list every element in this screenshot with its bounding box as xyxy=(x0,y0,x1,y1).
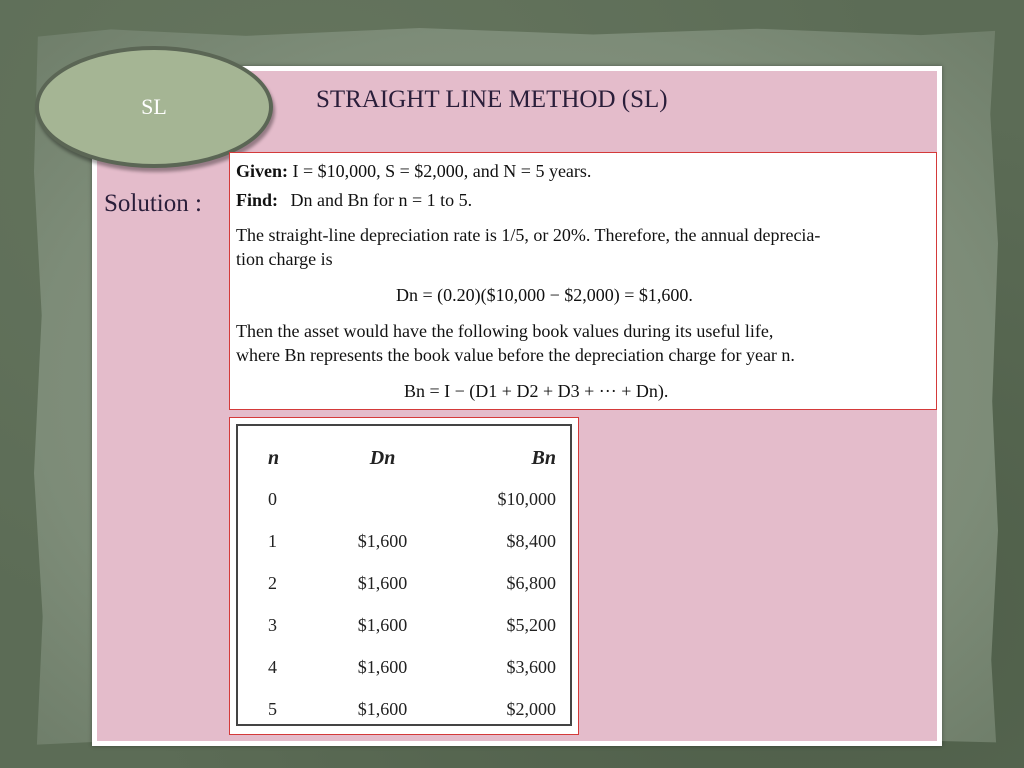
header-dn: Dn xyxy=(369,446,396,469)
header-n: n xyxy=(268,446,280,469)
slide-title: STRAIGHT LINE METHOD (SL) xyxy=(316,86,668,113)
problem-statement-box xyxy=(229,152,937,410)
badge-label: SL xyxy=(141,94,167,119)
book-line-2: where Bn represents the book value before the depreciation charge for year n. xyxy=(236,345,795,365)
table-row xyxy=(246,520,562,562)
cell-dn: $1,600 xyxy=(357,530,408,551)
cell-n: 1 xyxy=(268,530,277,551)
cell-dn: $1,600 xyxy=(357,614,408,635)
rate-line-2: tion charge is xyxy=(236,249,333,269)
sl-badge xyxy=(35,46,273,168)
header-bn: Bn xyxy=(531,446,556,469)
cell-bn: $3,600 xyxy=(506,656,556,677)
table-row xyxy=(246,604,562,646)
book-line-1: Then the asset would have the following book values during its useful life, xyxy=(236,321,774,341)
table-row xyxy=(246,562,562,604)
table-header-row xyxy=(246,438,562,478)
formula-dn: Dn = (0.20)($10,000 − $2,000) = $1,600. xyxy=(396,285,693,305)
cell-bn: $5,200 xyxy=(506,614,556,635)
cell-dn: $1,600 xyxy=(357,698,408,719)
cell-n: 2 xyxy=(268,572,277,593)
table-frame xyxy=(236,424,572,726)
formula-bn: Bn = I − (D1 + D2 + D3 + ··· + Dn). xyxy=(404,381,669,401)
cell-n: 4 xyxy=(268,656,277,677)
cell-bn: $8,400 xyxy=(506,530,556,551)
cell-dn: $1,600 xyxy=(357,656,408,677)
cell-n: 5 xyxy=(268,698,277,719)
cell-n: 3 xyxy=(268,614,277,635)
cell-dn: $1,600 xyxy=(357,572,408,593)
cell-bn: $10,000 xyxy=(497,488,556,509)
solution-label: Solution : xyxy=(104,190,202,217)
find-text: Dn and Bn for n = 1 to 5. xyxy=(290,190,473,210)
table-row xyxy=(246,478,562,520)
given-text: I = $10,000, S = $2,000, and N = 5 years. xyxy=(292,161,592,181)
book-value-table xyxy=(246,438,562,730)
find-line xyxy=(236,190,472,211)
book-value-table-box xyxy=(229,417,579,735)
table-row xyxy=(246,646,562,688)
cell-dn xyxy=(325,478,441,520)
rate-line-1: The straight-line depreciation rate is 1/5, or 20%. Therefore, the annual deprecia- xyxy=(236,225,821,245)
cell-n: 0 xyxy=(268,488,277,509)
table-row xyxy=(246,688,562,730)
given-label: Given: xyxy=(236,161,288,181)
find-label: Find: xyxy=(236,190,279,210)
cell-bn: $2,000 xyxy=(506,698,556,719)
cell-bn: $6,800 xyxy=(506,572,556,593)
given-line xyxy=(236,161,591,182)
